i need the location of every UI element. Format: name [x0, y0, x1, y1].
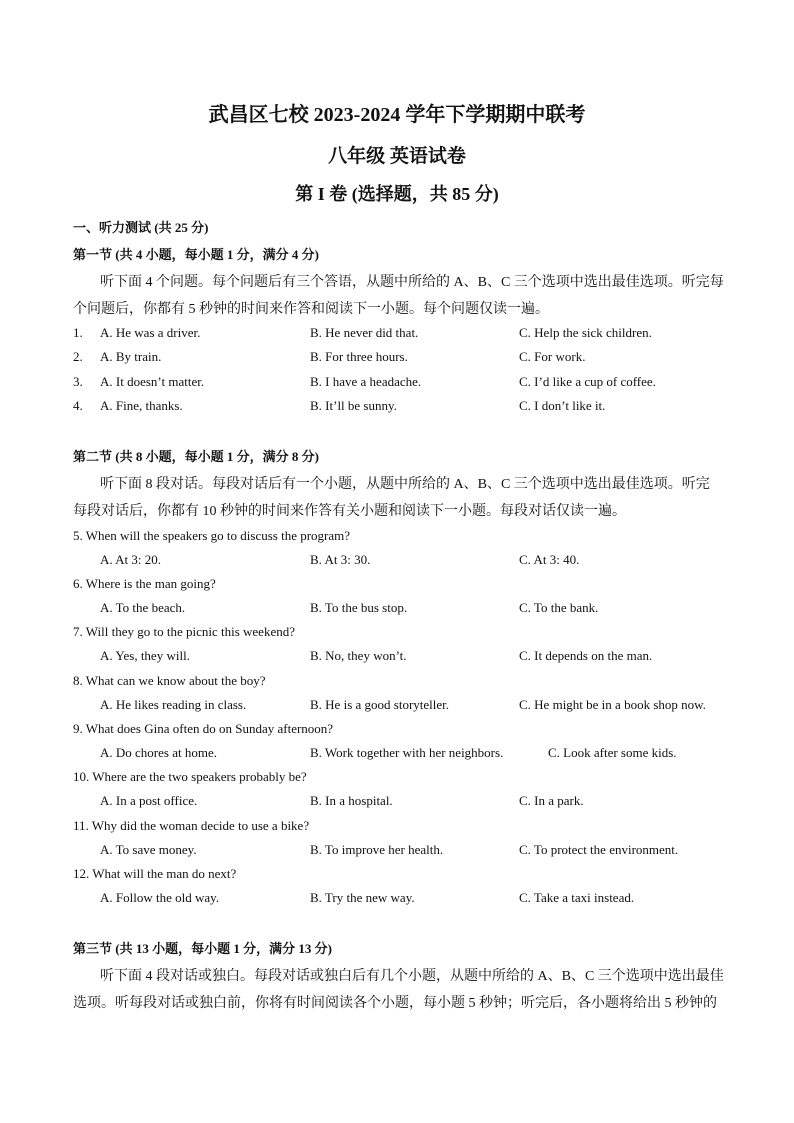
option-c: C. It depends on the man. — [519, 648, 653, 663]
option-a: A. He was a driver. — [100, 325, 201, 340]
section2-instructions-line1: 听下面 8 段对话。每段对话后有一个小题，从题中所给的 A、B、C 三个选项中选出最佳选项。听完 — [100, 477, 710, 492]
option-a: A. In a post office. — [100, 793, 198, 808]
option-a: A. By train. — [100, 349, 162, 364]
option-b: B. For three hours. — [310, 349, 408, 364]
option-a: A. To the beach. — [100, 600, 186, 615]
question-number: 2. — [73, 349, 83, 364]
section2-heading: 第二节 (共 8 小题，每小题 1 分，满分 8 分) — [73, 449, 319, 464]
option-b: B. To improve her health. — [310, 842, 444, 857]
option-c: C. Help the sick children. — [519, 325, 652, 340]
section3-instructions-line1: 听下面 4 段对话或独白。每段对话或独白后有几个小题，从题中所给的 A、B、C 三个选项中选出最佳 — [100, 969, 724, 984]
option-c: C. In a park. — [519, 793, 584, 808]
option-b: B. To the bus stop. — [310, 600, 408, 615]
question-11-options — [73, 842, 733, 860]
option-b: B. He never did that. — [310, 325, 419, 340]
option-b: B. In a hospital. — [310, 793, 393, 808]
question-12-options — [73, 890, 733, 908]
option-a: A. It doesn’t matter. — [100, 374, 205, 389]
section3-instructions-line2: 选项。听每段对话或独白前，你将有时间阅读各个小题，每小题 5 秒钟；听完后，各小题将给出 5 秒钟的 — [73, 996, 717, 1011]
option-c: C. To protect the environment. — [519, 842, 679, 857]
option-c: C. At 3: 40. — [519, 552, 580, 567]
question-2 — [73, 349, 733, 367]
question-6-stem: 6. Where is the man going? — [73, 576, 216, 591]
question-7-stem: 7. Will they go to the picnic this weekend? — [73, 624, 295, 639]
question-4 — [73, 398, 733, 416]
question-6-options — [73, 600, 733, 618]
option-c: C. Look after some kids. — [548, 745, 677, 760]
part-heading-listening: 一、听力测试 (共 25 分) — [73, 220, 209, 235]
option-c: C. I don’t like it. — [519, 398, 606, 413]
question-number: 1. — [73, 325, 83, 340]
option-c: C. He might be in a book shop now. — [519, 697, 706, 712]
question-5-options — [73, 552, 733, 570]
option-a: A. Do chores at home. — [100, 745, 217, 760]
option-c: C. For work. — [519, 349, 586, 364]
option-b: B. It’ll be sunny. — [310, 398, 397, 413]
option-b: B. He is a good storyteller. — [310, 697, 450, 712]
exam-subtitle: 八年级 英语试卷 — [328, 146, 466, 167]
option-a: A. Follow the old way. — [100, 890, 220, 905]
option-b: B. Work together with her neighbors. — [310, 745, 504, 760]
option-a: A. To save money. — [100, 842, 197, 857]
section3-heading: 第三节 (共 13 小题，每小题 1 分，满分 13 分) — [73, 941, 332, 956]
option-b: B. Try the new way. — [310, 890, 415, 905]
question-10-options — [73, 793, 733, 811]
option-a: A. At 3: 20. — [100, 552, 162, 567]
exam-title: 武昌区七校 2023-2024 学年下学期期中联考 — [208, 104, 586, 126]
section1-heading: 第一节 (共 4 小题，每小题 1 分，满分 4 分) — [73, 247, 319, 262]
option-a: A. He likes reading in class. — [100, 697, 247, 712]
option-b: B. No, they won’t. — [310, 648, 407, 663]
question-8-stem: 8. What can we know about the boy? — [73, 673, 266, 688]
section2-instructions-line2: 每段对话后，你都有 10 秒钟的时间来作答有关小题和阅读下一小题。每段对话仅读一遍。 — [73, 504, 626, 519]
question-1 — [73, 325, 733, 343]
question-number: 3. — [73, 374, 83, 389]
question-11-stem: 11. Why did the woman decide to use a bike? — [73, 818, 310, 833]
option-b: B. I have a headache. — [310, 374, 422, 389]
question-9-stem: 9. What does Gina often do on Sunday afternoon? — [73, 721, 334, 736]
volume-heading: 第 I 卷 (选择题，共 85 分) — [295, 184, 499, 204]
question-10-stem: 10. Where are the two speakers probably be? — [73, 769, 307, 784]
question-8-options — [73, 697, 733, 715]
option-a: A. Fine, thanks. — [100, 398, 183, 413]
question-5-stem: 5. When will the speakers go to discuss the program? — [73, 528, 351, 543]
question-7-options — [73, 648, 733, 666]
question-12-stem: 12. What will the man do next? — [73, 866, 237, 881]
option-b: B. At 3: 30. — [310, 552, 371, 567]
section1-instructions-line2: 个问题后，你都有 5 秒钟的时间来作答和阅读下一小题。每个问题仅读一遍。 — [73, 302, 549, 317]
question-9-options — [73, 745, 733, 763]
option-c: C. I’d like a cup of coffee. — [519, 374, 656, 389]
option-a: A. Yes, they will. — [100, 648, 190, 663]
question-number: 4. — [73, 398, 83, 413]
section1-instructions-line1: 听下面 4 个问题。每个问题后有三个答语，从题中所给的 A、B、C 三个选项中选出最佳选项。听完每 — [100, 275, 724, 290]
question-3 — [73, 374, 733, 392]
option-c: C. Take a taxi instead. — [519, 890, 635, 905]
option-c: C. To the bank. — [519, 600, 599, 615]
